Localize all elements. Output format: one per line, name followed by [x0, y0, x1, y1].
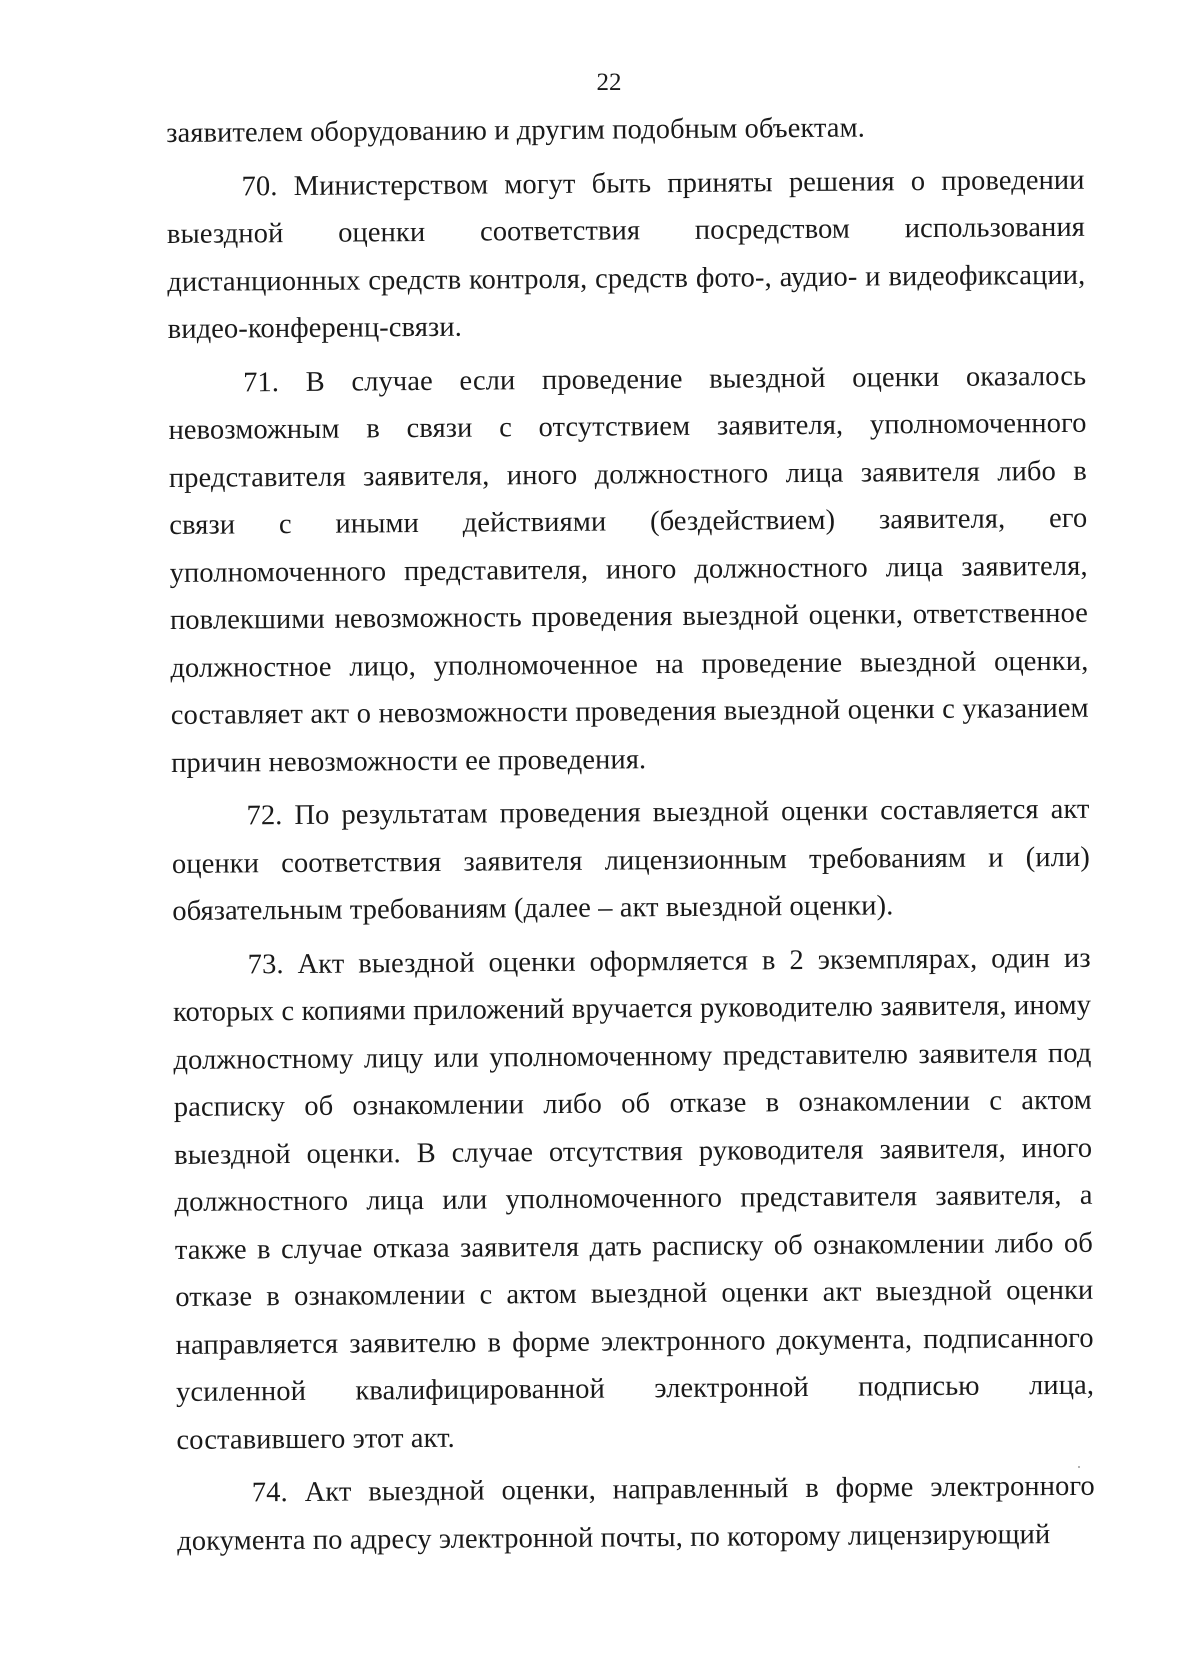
page-number: 22: [596, 69, 622, 96]
scan-artifact-dot: [1078, 1466, 1080, 1468]
paragraph-item-74: 74. Акт выездной оценки, направленный в форме электронного документа по адресу электронной почты, по которому лицензирующий: [177, 1470, 1095, 1557]
document-body: [166, 103, 1095, 1565]
paragraph-item-72: 72. По результатам проведения выездной оценки составляется акт оценки соответствия заявителя лицензионным требованиям и (или) обязательным требованиям (далее – акт выездной оценки).: [171, 793, 1091, 927]
paragraph-continuation: заявителем оборудованию и другим подобным объектам.: [166, 112, 866, 149]
paragraph-item-70: 70. Министерством могут быть приняты решения о проведении выездной оценки соответствия посредством использования дистанционных средств контроля, средств фото-, аудио- и видеофиксации, видео-конференц-связи.: [166, 164, 1086, 345]
paragraph-item-73: 73. Акт выездной оценки оформляется в 2 экземплярах, один из которых с копиями приложений вручается руководителю заявителя, иному должностному лицу или уполномоченному представителю заявителя под расписку об ознакомлении либо об отказе в ознакомлении с актом выездной оценки. В случае отсутствия руководителя заявителя, иного должностного лица или уполномоченного представителя заявителя, а также в случае отказа заявителя дать расписку об ознакомлении либо об отказе в ознакомлении с актом выездной оценки акт выездной оценки направляется заявителю в форме электронного документа, подписанного усиленной квалифицированной электронной подписью лица, составившего этот акт.: [172, 942, 1095, 1456]
paragraph-item-71: 71. В случае если проведение выездной оценки оказалось невозможным в связи с отсутствием заявителя, уполномоченного представителя заявителя, иного должностного лица заявителя либо в связи с иными действиями (бездействием) заявителя, его уполномоченного представителя, иного должностного лица заявителя, повлекшими невозможность проведения выездной оценки, ответственное должностное лицо, уполномоченное на проведение выездной оценки, составляет акт о невозможности проведения выездной оценки с указанием причин невозможности ее проведения.: [168, 360, 1089, 779]
